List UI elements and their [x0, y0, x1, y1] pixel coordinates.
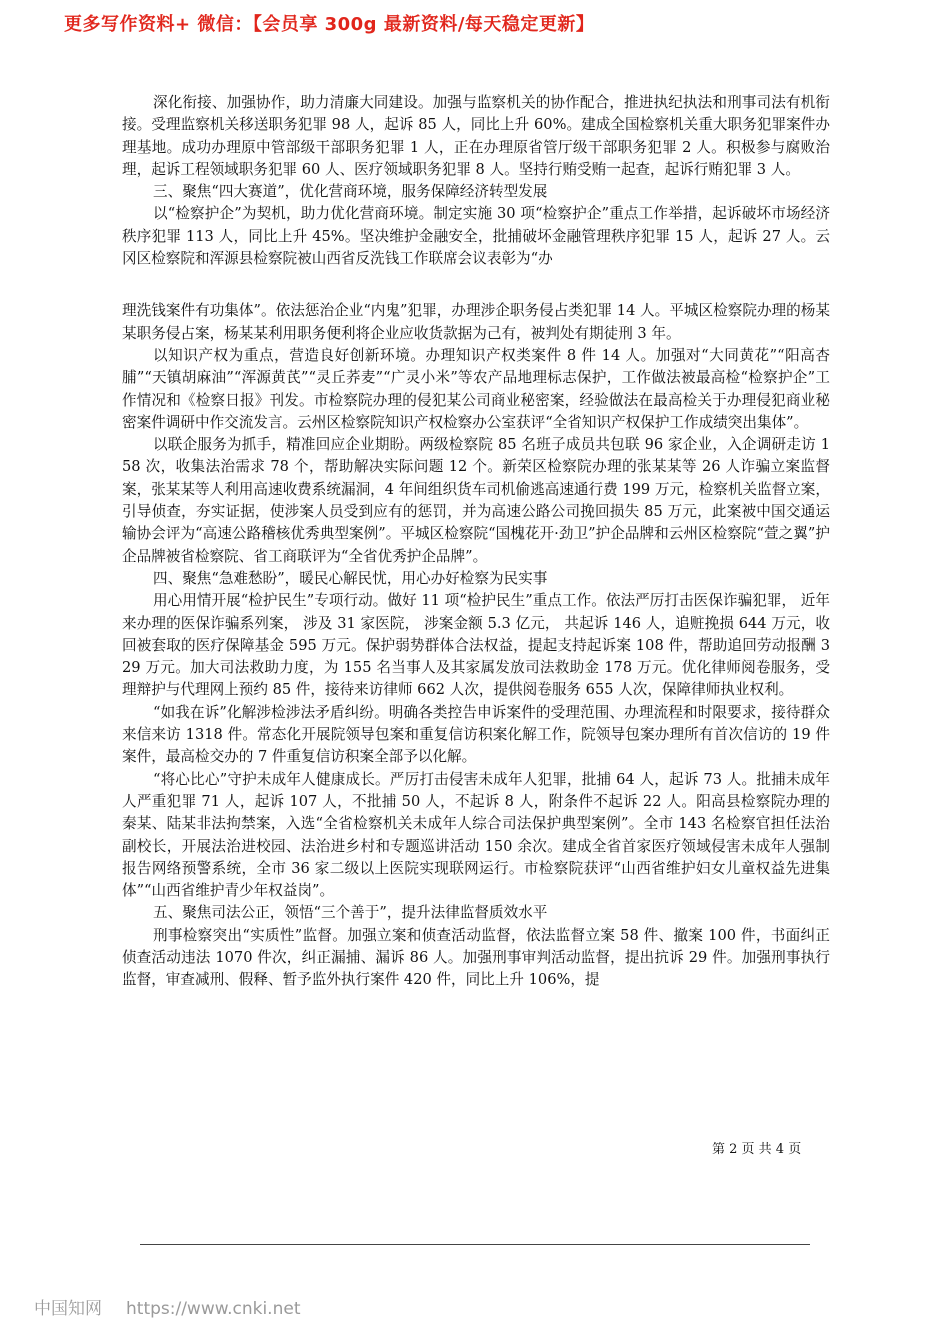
paragraph-enterprise-service: 以联企服务为抓手，精准回应企业期盼。两级检察院 85 名班子成员共包联 96 家企业，入企调研走访 158 次，收集法治需求 78 个，帮助解决实际问题 12 个。新荣区检察院办理的张某某等 26 人诈骗立案监督案，张某某等人利用高速收费系统漏洞，4 年间组织货车司机偷逃高速通行费 199 万元，检察机关监督立案，引导侦查，夯实证据，使涉案人员受到应有的惩罚，并为高速公路公司挽回损失 85 万元，此案被中国交通运输协会评为“高速公路稽核优秀典型案例”。平城区检察院“国槐花开·劲卫”护企品牌和云州区检察院“萱之翼”护企品牌被省检察院、省工商联评为“全省优秀护企品牌”。 [122, 436, 830, 565]
paragraph-clean-government: 深化衔接、加强协作，助力清廉大同建设。加强与监察机关的协作配合，推进执纪执法和刑事司法有机衔接。受理监察机关移送职务犯罪 98 人，起诉 85 人，同比上升 60%。建成全国检察机关重大职务犯罪案件办理基地。成功办理原中管部级干部职务犯罪 1 人，正在办理原省管厅级干部职务犯罪 2 人。积极参与腐败治理，起诉工程领域职务犯罪 60 人、医疗领域职务犯罪 8 人。坚持行贿受贿一起查，起诉行贿犯罪 3 人。 [122, 94, 830, 178]
paragraph-minors: “将心比心”守护未成年人健康成长。严厉打击侵害未成年人犯罪，批捕 64 人，起诉 73 人。批捕未成年人严重犯罪 71 人，起诉 107 人，不批捕 50 人，不起诉 8 人，附条件不起诉 22 人。阳高县检察院办理的秦某、陆某非法拘禁案，入选“全省检察机关未成年人综合司法保护典型案例”。全市 143 名检察官担任法治副校长，开展法治进校园、法治进乡村和专题巡讲活动 150 余次。建成全省首家医疗领域侵害未成年人强制报告网络预警系统，全市 36 家二级以上医院实现联网运行。市检察院获评“山西省维护妇女儿童权益先进集体”“山西省维护青少年权益岗”。 [122, 770, 830, 900]
paragraph-livelihood: 用心用情开展“检护民生”专项行动。做好 11 项“检护民生”重点工作。依法严厉打击医保诈骗犯罪， 近年来办理的医保诈骗系列案， 涉及 31 家医院， 涉案金额 5.3 亿元， 共起诉 146 人，追赃挽损 644 万元，收回被套取的医疗保障基金 595 万元。保护弱势群体合法权益，提起支持起诉案 108 件，帮助追回劳动报酬 329 万元。加大司法救助力度，为 155 名当事人及其家属发放司法救助金 178 万元。优化律师阅卷服务，受理辩护与代理网上预约 85 件，接待来访律师 662 人次，提供阅卷服务 655 人次，保障律师执业权利。 [122, 592, 830, 699]
paragraph-petition: “如我在诉”化解涉检涉法矛盾纠纷。明确各类控告申诉案件的受理范围、办理流程和时限要求，接待群众来信来访 1318 件。常态化开展院领导包案和重复信访积案化解工作，院领导包案办理所有首次信访的 19 件案件，最高检交办的 7 件重复信访积案全部予以化解。 [122, 703, 830, 766]
page-break-gap [122, 270, 830, 300]
watermark-site-name: 中国知网 [34, 1299, 102, 1319]
section-heading-4: 四、聚焦“急难愁盼”，暖民心解民忧，用心办好检察为民实事 [153, 569, 548, 587]
document-body [122, 92, 830, 992]
paragraph-enterprise-protection-continued: 理洗钱案件有功集体”。依法惩治企业“内鬼”犯罪，办理涉企职务侵占类犯罪 14 人。平城区检察院办理的杨某某职务侵占案，杨某某利用职务便利将企业应收货款据为己有，被判处有期徒刑 3 年。 [122, 302, 830, 342]
paragraph-intellectual-property: 以知识产权为重点，营造良好创新环境。办理知识产权类案件 8 件 14 人。加强对“大同黄花”“阳高杏脯”“天镇胡麻油”“浑源黄芪”“灵丘荞麦”“广灵小米”等农产品地理标志保护，工作做法被最高检“检察护企”工作情况和《检察日报》刊发。市检察院办理的侵犯某公司商业秘密案，经验做法在最高检关于办理侵犯商业秘密案件调研中作交流发言。云州区检察院知识产权检察办公室获评“全省知识产权保护工作成绩突出集体”。 [122, 346, 830, 431]
section-heading-5: 五、聚焦司法公正，领悟“三个善于”，提升法律监督质效水平 [153, 904, 548, 922]
promo-banner: 更多写作资料+ 微信：【会员享 300g 最新资料/每天稳定更新】 [64, 14, 595, 35]
page-number: 第 2 页 共 4 页 [712, 1142, 802, 1157]
watermark-url: https://www.cnki.net [126, 1299, 301, 1319]
paragraph-enterprise-protection: 以“检察护企”为契机，助力优化营商环境。制定实施 30 项“检察护企”重点工作举措，起诉破坏市场经济秩序犯罪 113 人，同比上升 45%。坚决维护金融安全，批捕破坏金融管理秩序犯罪 15 人，起诉 27 人。云冈区检察院和浑源县检察院被山西省反洗钱工作联席会议表彰为“办 [122, 205, 830, 268]
paragraph-criminal-supervision: 刑事检察突出“实质性”监督。加强立案和侦查活动监督，依法监督立案 58 件、撤案 100 件，书面纠正侦查活动违法 1070 件次，纠正漏捕、漏诉 86 人。加强刑事审判活动监督，提出抗诉 29 件。加强刑事执行监督，审查减刑、假释、暂予监外执行案件 420 件，同比上升 106%，提 [122, 926, 830, 989]
footer-divider [140, 1244, 810, 1245]
section-heading-3: 三、聚焦“四大赛道”，优化营商环境，服务保障经济转型发展 [153, 183, 548, 201]
site-watermark [34, 1294, 300, 1319]
